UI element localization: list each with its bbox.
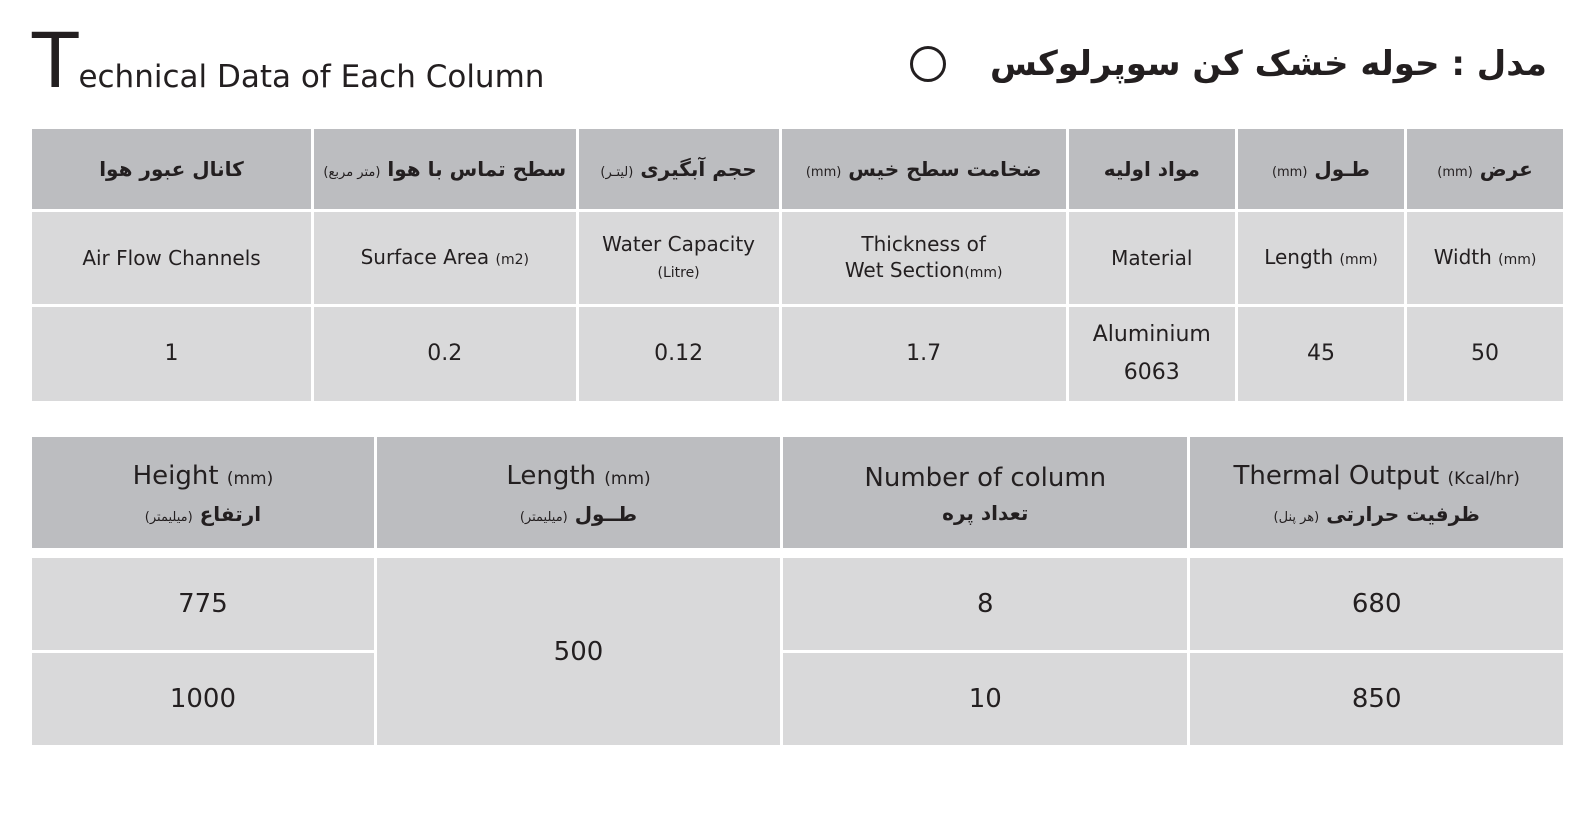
columns-cell: 10	[783, 653, 1187, 745]
value-cell: 0.12	[579, 307, 779, 401]
title-initial: T	[32, 16, 77, 105]
fa-header-cell: عرض (mm)	[1407, 129, 1563, 209]
en-header-cell: Surface Area (m2)	[314, 212, 576, 304]
model-label: مدل : حوله خشک کن سوپرلوکس	[989, 44, 1547, 84]
height-cell: 1000	[32, 653, 374, 745]
table-row	[32, 653, 1563, 745]
height-cell: 775	[32, 558, 374, 650]
table-row-fa-headers	[32, 129, 1563, 209]
page-title	[32, 16, 545, 105]
fa-header-cell: طـول (mm)	[1238, 129, 1404, 209]
columns-cell: 8	[783, 558, 1187, 650]
en-header-cell: Material	[1069, 212, 1235, 304]
en-header-cell: Water Capacity (Litre)	[579, 212, 779, 304]
fa-header-cell: ضخامت سطح خیس (mm)	[782, 129, 1066, 209]
table-row	[32, 558, 1563, 650]
header-height: Height (mm) ارتفاع (میلیمتر)	[32, 437, 374, 548]
table-row-headers	[32, 437, 1563, 548]
en-header-cell: Length (mm)	[1238, 212, 1404, 304]
fa-header-cell: حجم آبگیری (لیتـر)	[579, 129, 779, 209]
model-heading	[910, 44, 1547, 84]
value-cell: 45	[1238, 307, 1404, 401]
header-output: Thermal Output (Kcal/hr) ظرفیت حرارتی (هر پنل)	[1190, 437, 1563, 548]
en-header-cell: Thickness of Wet Section(mm)	[782, 212, 1066, 304]
header-length: Length (mm) طــول (میلیمتر)	[377, 437, 780, 548]
fa-header-cell: کانال عبور هوا	[32, 129, 311, 209]
value-cell: 1.7	[782, 307, 1066, 401]
header-columns: Number of column تعداد پره	[783, 437, 1187, 548]
length-cell: 500	[377, 558, 780, 745]
radio-circle-icon	[910, 46, 946, 82]
fa-header-cell: مواد اولیه	[1069, 129, 1235, 209]
en-header-cell: Width (mm)	[1407, 212, 1563, 304]
value-cell: 50	[1407, 307, 1563, 401]
output-cell: 850	[1190, 653, 1563, 745]
value-cell: 1	[32, 307, 311, 401]
table-row-values	[32, 307, 1563, 401]
value-cell: Aluminium 6063	[1069, 307, 1235, 401]
output-cell: 680	[1190, 558, 1563, 650]
output-table	[29, 434, 1566, 748]
value-cell: 0.2	[314, 307, 576, 401]
en-header-cell: Air Flow Channels	[32, 212, 311, 304]
fa-header-cell: سطح تماس با هوا (متر مربع)	[314, 129, 576, 209]
title-text: echnical Data of Each Column	[78, 59, 545, 95]
table-row-en-headers	[32, 212, 1563, 304]
specs-table	[29, 126, 1566, 404]
